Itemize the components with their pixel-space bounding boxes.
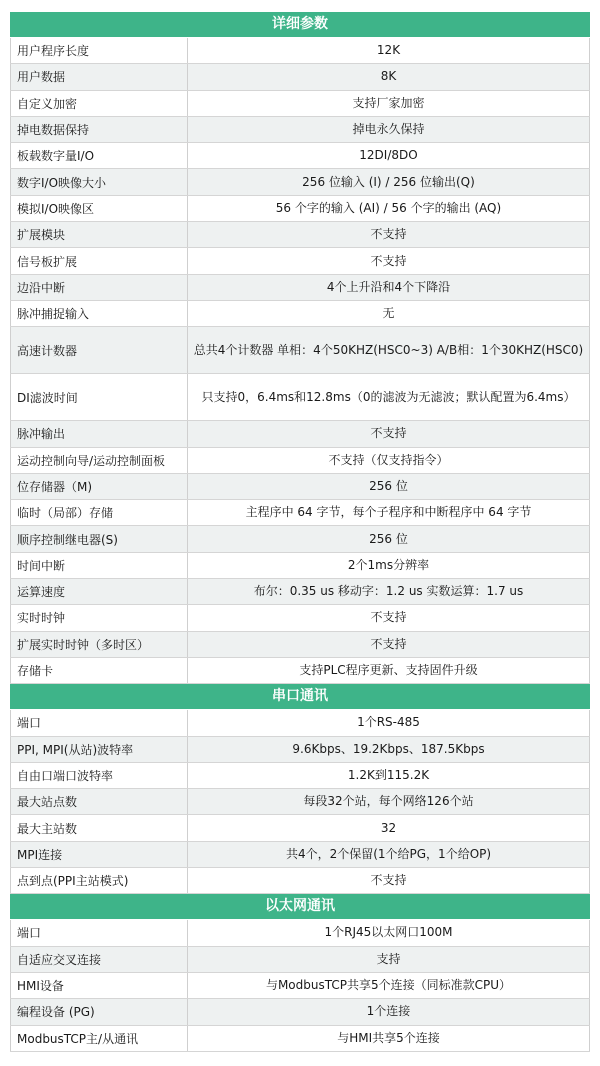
spec-label: PPI, MPI(从站)波特率 xyxy=(10,737,188,762)
spec-row xyxy=(10,38,590,64)
spec-label: 扩展模块 xyxy=(10,222,188,247)
spec-row xyxy=(10,169,590,195)
spec-row xyxy=(10,448,590,474)
spec-label: 自适应交叉连接 xyxy=(10,947,188,972)
spec-value: 与HMI共享5个连接 xyxy=(188,1026,590,1051)
spec-row xyxy=(10,64,590,90)
spec-label: 时间中断 xyxy=(10,553,188,578)
spec-label: ModbusTCP主/从通讯 xyxy=(10,1026,188,1051)
spec-row xyxy=(10,301,590,327)
spec-value: 256 位输入 (I) / 256 位输出(Q) xyxy=(188,169,590,194)
spec-value: 不支持 xyxy=(188,248,590,273)
spec-value: 1个RS-485 xyxy=(188,710,590,735)
spec-value: 不支持 xyxy=(188,421,590,446)
spec-row xyxy=(10,500,590,526)
spec-label: 掉电数据保持 xyxy=(10,117,188,142)
spec-row xyxy=(10,737,590,763)
spec-value: 布尔：0.35 us 移动字：1.2 us 实数运算：1.7 us xyxy=(188,579,590,604)
spec-value: 共4个，2个保留(1个给PG，1个给OP) xyxy=(188,842,590,867)
spec-value: 总共4个计数器 单相：4个50KHZ(HSC0~3) A/B相：1个30KHZ(HSC0) xyxy=(188,327,590,373)
spec-label: 临时（局部）存储 xyxy=(10,500,188,525)
spec-label: DI滤波时间 xyxy=(10,374,188,420)
spec-label: 扩展实时时钟（多时区） xyxy=(10,632,188,657)
spec-row xyxy=(10,632,590,658)
spec-label: 自定义加密 xyxy=(10,91,188,116)
spec-row xyxy=(10,868,590,894)
spec-value: 主程序中 64 字节，每个子程序和中断程序中 64 字节 xyxy=(188,500,590,525)
spec-value: 8K xyxy=(188,64,590,89)
spec-label: 用户数据 xyxy=(10,64,188,89)
section-header-serial: 串口通讯 xyxy=(10,684,590,710)
spec-label: 自由口端口波特率 xyxy=(10,763,188,788)
spec-row xyxy=(10,327,590,374)
spec-row xyxy=(10,815,590,841)
spec-value: 只支持0，6.4ms和12.8ms（0的滤波为无滤波；默认配置为6.4ms） xyxy=(188,374,590,420)
spec-row xyxy=(10,91,590,117)
spec-label: 模拟I/O映像区 xyxy=(10,196,188,221)
spec-label: 板载数字量I/O xyxy=(10,143,188,168)
spec-label: 最大主站数 xyxy=(10,815,188,840)
spec-value: 9.6Kbps、19.2Kbps、187.5Kbps xyxy=(188,737,590,762)
spec-value: 32 xyxy=(188,815,590,840)
spec-label: 顺序控制继电器(S) xyxy=(10,526,188,551)
spec-label: MPI连接 xyxy=(10,842,188,867)
spec-row xyxy=(10,222,590,248)
spec-label: 端口 xyxy=(10,710,188,735)
spec-label: 运算速度 xyxy=(10,579,188,604)
spec-value: 不支持 xyxy=(188,632,590,657)
spec-label: 脉冲输出 xyxy=(10,421,188,446)
spec-row xyxy=(10,947,590,973)
spec-value: 每段32个站，每个网络126个站 xyxy=(188,789,590,814)
spec-value: 1个RJ45以太网口100M xyxy=(188,920,590,945)
spec-label: 信号板扩展 xyxy=(10,248,188,273)
spec-value: 56 个字的输入 (AI) / 56 个字的输出 (AQ) xyxy=(188,196,590,221)
spec-value: 与ModbusTCP共享5个连接（同标准款CPU） xyxy=(188,973,590,998)
spec-value: 支持 xyxy=(188,947,590,972)
spec-row xyxy=(10,763,590,789)
spec-row xyxy=(10,605,590,631)
spec-value: 1个连接 xyxy=(188,999,590,1024)
spec-value: 支持PLC程序更新、支持固件升级 xyxy=(188,658,590,683)
spec-value: 不支持（仅支持指令） xyxy=(188,448,590,473)
spec-value: 256 位 xyxy=(188,474,590,499)
spec-row xyxy=(10,789,590,815)
spec-row xyxy=(10,1026,590,1052)
spec-row xyxy=(10,579,590,605)
section-header-details: 详细参数 xyxy=(10,12,590,38)
spec-label: 位存储器（M) xyxy=(10,474,188,499)
spec-label: HMI设备 xyxy=(10,973,188,998)
spec-label: 点到点(PPI主站模式) xyxy=(10,868,188,893)
section-header-ethernet: 以太网通讯 xyxy=(10,894,590,920)
spec-value: 不支持 xyxy=(188,605,590,630)
spec-value: 1.2K到115.2K xyxy=(188,763,590,788)
spec-value: 256 位 xyxy=(188,526,590,551)
spec-sheet xyxy=(10,12,590,1052)
spec-value: 支持厂家加密 xyxy=(188,91,590,116)
spec-label: 用户程序长度 xyxy=(10,38,188,63)
spec-value: 12K xyxy=(188,38,590,63)
spec-label: 最大站点数 xyxy=(10,789,188,814)
spec-label: 运动控制向导/运动控制面板 xyxy=(10,448,188,473)
spec-row xyxy=(10,710,590,736)
spec-value: 不支持 xyxy=(188,868,590,893)
spec-label: 脉冲捕捉输入 xyxy=(10,301,188,326)
spec-row xyxy=(10,920,590,946)
spec-row xyxy=(10,196,590,222)
spec-row xyxy=(10,275,590,301)
spec-row xyxy=(10,553,590,579)
spec-value: 掉电永久保持 xyxy=(188,117,590,142)
spec-value: 不支持 xyxy=(188,222,590,247)
spec-label: 高速计数器 xyxy=(10,327,188,373)
spec-value: 2个1ms分辨率 xyxy=(188,553,590,578)
spec-row xyxy=(10,374,590,421)
spec-label: 实时时钟 xyxy=(10,605,188,630)
spec-row xyxy=(10,999,590,1025)
spec-label: 编程设备 (PG) xyxy=(10,999,188,1024)
spec-label: 边沿中断 xyxy=(10,275,188,300)
spec-value: 4个上升沿和4个下降沿 xyxy=(188,275,590,300)
spec-row xyxy=(10,117,590,143)
spec-label: 数字I/O映像大小 xyxy=(10,169,188,194)
spec-label: 端口 xyxy=(10,920,188,945)
spec-row xyxy=(10,248,590,274)
spec-row xyxy=(10,143,590,169)
spec-label: 存储卡 xyxy=(10,658,188,683)
spec-value: 无 xyxy=(188,301,590,326)
spec-row xyxy=(10,658,590,684)
spec-row xyxy=(10,421,590,447)
spec-row xyxy=(10,526,590,552)
spec-row xyxy=(10,973,590,999)
spec-value: 12DI/8DO xyxy=(188,143,590,168)
spec-row xyxy=(10,842,590,868)
spec-row xyxy=(10,474,590,500)
